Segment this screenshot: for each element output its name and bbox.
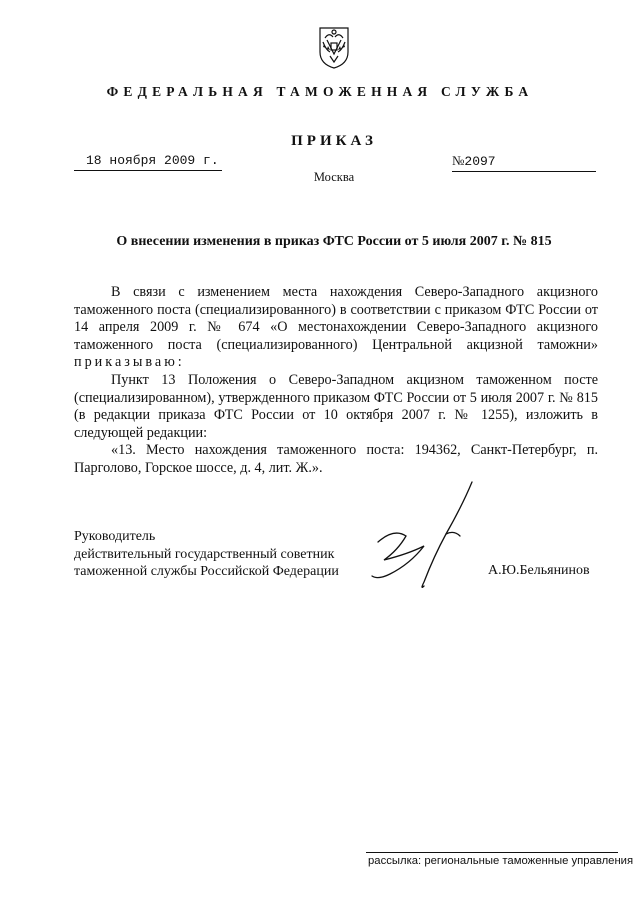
signatory-position: Руководитель (74, 529, 156, 544)
double-headed-eagle-emblem-icon (316, 22, 352, 70)
document-title: О внесении изменения в приказ ФТС России от 5 июля 2007 г. № 815 (116, 234, 552, 249)
document-body (74, 284, 598, 478)
order-date: 18 ноября 2009 г. (74, 152, 222, 171)
number-value: 2097 (464, 154, 496, 169)
signatory-name: А.Ю.Бельянинов (488, 563, 590, 578)
order-word: приказываю: (74, 354, 185, 371)
paragraph-clause: Пункт 13 Положения о Северо-Западном акцизном таможенном посте (специализированном), утвержденного приказом ФТС России от 5 июля 2007 г. № 815 (в редакции приказа ФТС России от 10 октября 2007 г. № 1255), изложить в следующей редакции: (74, 371, 598, 441)
handwritten-signature-icon (350, 476, 490, 596)
distribution-note: рассылка: региональные таможенные управления (368, 855, 634, 867)
document-type: ПРИКАЗ (291, 133, 377, 149)
number-sign: № (452, 153, 465, 168)
signatory-rank-cont: таможенной службы Российской Федерации (74, 564, 339, 579)
paragraph-new-wording: «13. Место нахождения таможенного поста: 194362, Санкт-Петербург, п. Парголово, Горское шоссе, д. 4, лит. Ж.». (74, 442, 598, 476)
distribution-divider (366, 852, 618, 853)
signatory-rank: действительный государственный советник (74, 546, 335, 562)
agency-name: ФЕДЕРАЛЬНАЯ ТАМОЖЕННАЯ СЛУЖБА (106, 84, 534, 99)
city: Москва (313, 170, 355, 184)
signatory-block (74, 528, 374, 581)
preamble-text: В связи с изменением места нахождения Северо-Западного акцизного таможенного поста (специализированного) в соответствии с приказом ФТС России от 14 апреля 2009 г. № 674 «О местонахождении Северо-Западного акцизного таможенного поста (специализированного) Центральной акцизной таможни» (74, 284, 598, 353)
paragraph-preamble (74, 284, 598, 372)
order-number (452, 152, 596, 172)
